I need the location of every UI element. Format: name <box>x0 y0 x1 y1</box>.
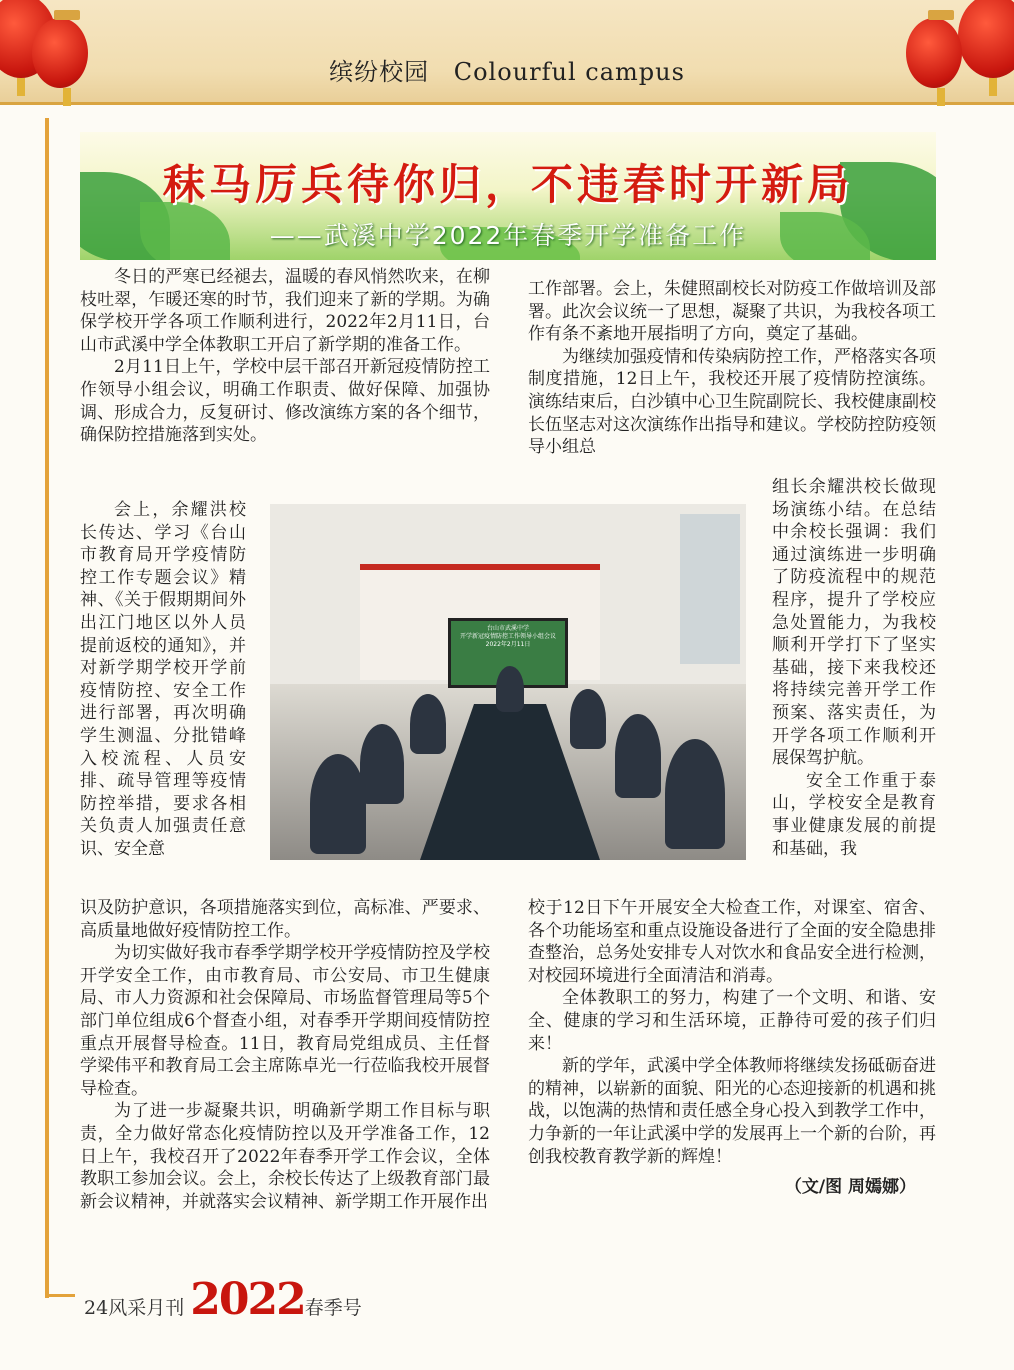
byline: （文/图 周嫣娜） <box>784 1177 916 1198</box>
paragraph: 为了进一步凝聚共识，明确新学期工作目标与职责，全力做好常态化疫情防控以及开学准备工作，12日上午，我校召开了2022年春季开学工作会议，全体教职工参加会议。会上，余校长传达了上级教育部门最新会议精神，并就落实会议精神、新学期工作开展作出 <box>80 1101 490 1212</box>
paragraph: 识及防护意识，各项措施落实到位，高标准、严要求、高质量地做好疫情防控工作。 <box>80 898 490 941</box>
left-column-bottom <box>80 897 490 1213</box>
photo-person <box>360 724 404 804</box>
magazine-name: 风采月刊 <box>108 1297 185 1319</box>
photo-person <box>310 754 366 854</box>
paragraph: 组长余耀洪校长做现场演练小结。在总结中余校长强调：我们通过演练进一步明确了防疫流程中的规范程序，提升了学校应急处置能力，为我校顺利开学打下了坚实基础，接下来我校还将持续完善开学工作预案、落实责任，为开学各项工作顺利开展保驾护航。 <box>772 477 936 769</box>
section-title-en: Colourful campus <box>453 58 685 86</box>
footer-rule <box>45 1294 75 1297</box>
paragraph: 为继续加强疫情和传染病防控工作，严格落实各项制度措施，12日上午，我校还开展了疫情防控演练。演练结束后，白沙镇中心卫生院副院长、我校健康副校长伍坚志对这次演练作出指导和建议。学校防控防疫领导小组总 <box>528 346 936 458</box>
section-header <box>0 52 1014 87</box>
footer-year: 2022 <box>190 1274 305 1325</box>
screen-text: 2022年2月11日 <box>485 641 531 648</box>
paragraph: 会上，余耀洪校长传达、学习《台山市教育局开学疫情防控工作专题会议》精神、《关于假期期间外出江门地区以外人员提前返校的通知》，并对新学期学校开学前疫情防控、安全工作进行部署，再次明确学生测温、分批错峰入校流程、人员安排、疏导管理等疫情防控举措，要求各相关负责人加强责任意识、安全意 <box>80 500 246 859</box>
screen-text: 开学新冠疫情防控工作领导小组会议 <box>459 633 556 640</box>
right-column-wrap <box>772 476 936 860</box>
photo-person <box>410 694 446 754</box>
section-title-cn: 缤纷校园 <box>329 58 430 86</box>
photo-person <box>665 739 725 849</box>
paragraph: 校于12日下午开展安全大检查工作，对课室、宿舍、各个功能场室和重点设施设备进行了全面的安全隐患排查整治，总务处安排专人对饮水和食品安全进行检测，对校园环境进行全面清洁和消毒。 <box>528 898 936 986</box>
article-title: 秣马厉兵待你归，不违春时开新局 <box>162 160 853 209</box>
header-band <box>0 0 1014 105</box>
paragraph: 为切实做好我市春季学期学校开学疫情防控及学校开学安全工作，由市教育局、市公安局、市卫生健康局、市人力资源和社会保障局、市场监督管理局等5个部门单位组成6个督查小组，对春季开学期间疫情防控重点开展督导检查。11日，教育局党组成员、主任督学梁伟平和教育局工会主席陈卓光一行莅临我校开展督导检查。 <box>80 943 490 1099</box>
paragraph: 安全工作重于泰山，学校安全是教育事业健康发展的前提和基础，我 <box>772 770 936 859</box>
paragraph: 2月11日上午，学校中层干部召开新冠疫情防控工作领导小组会议，明确工作职责、做好保障、加强协调、形成合力，反复研讨、修改演练方案的各个细节，确保防控措施落到实处。 <box>80 357 490 446</box>
issue-name: 春季号 <box>304 1297 362 1319</box>
left-column-wrap <box>80 499 246 861</box>
page-footer <box>84 1274 362 1325</box>
meeting-photo <box>270 504 746 860</box>
page-number: 24 <box>84 1297 109 1319</box>
right-column-top <box>528 278 936 459</box>
left-column-top <box>80 266 490 447</box>
paragraph: 新的学年，武溪中学全体教师将继续发扬砥砺奋进的精神，以崭新的面貌、阳光的心态迎接新的机遇和挑战，以饱满的热情和责任感全身心投入到教学工作中，力争新的一年让武溪中学的发展再上一个新的台阶，再创我校教育教学新的辉煌！ <box>528 1056 936 1167</box>
margin-rule <box>45 118 49 1298</box>
paragraph: 工作部署。会上，朱健照副校长对防疫工作做培训及部署。此次会议统一了思想，凝聚了共识，为我校各项工作有条不紊地开展指明了方向，奠定了基础。 <box>528 279 936 345</box>
photo-window <box>680 514 740 664</box>
paragraph: 冬日的严寒已经褪去，温暖的春风悄然吹来，在柳枝吐翠，乍暖还寒的时节，我们迎来了新的学期。为确保学校开学各项工作顺利进行，2022年2月11日，台山市武溪中学全体教职工开启了新学期的准备工作。 <box>80 267 490 355</box>
photo-person <box>570 689 606 749</box>
photo-person <box>615 714 661 798</box>
right-column-bottom <box>528 897 936 1199</box>
article-banner <box>80 132 936 260</box>
article-subtitle: ——武溪中学2022年春季开学准备工作 <box>269 221 747 250</box>
screen-text: 台山市武溪中学 <box>486 625 529 632</box>
photo-person <box>496 666 524 712</box>
paragraph: 全体教职工的努力，构建了一个文明、和谐、安全、健康的学习和生活环境，正静待可爱的孩子们归来！ <box>528 988 936 1054</box>
